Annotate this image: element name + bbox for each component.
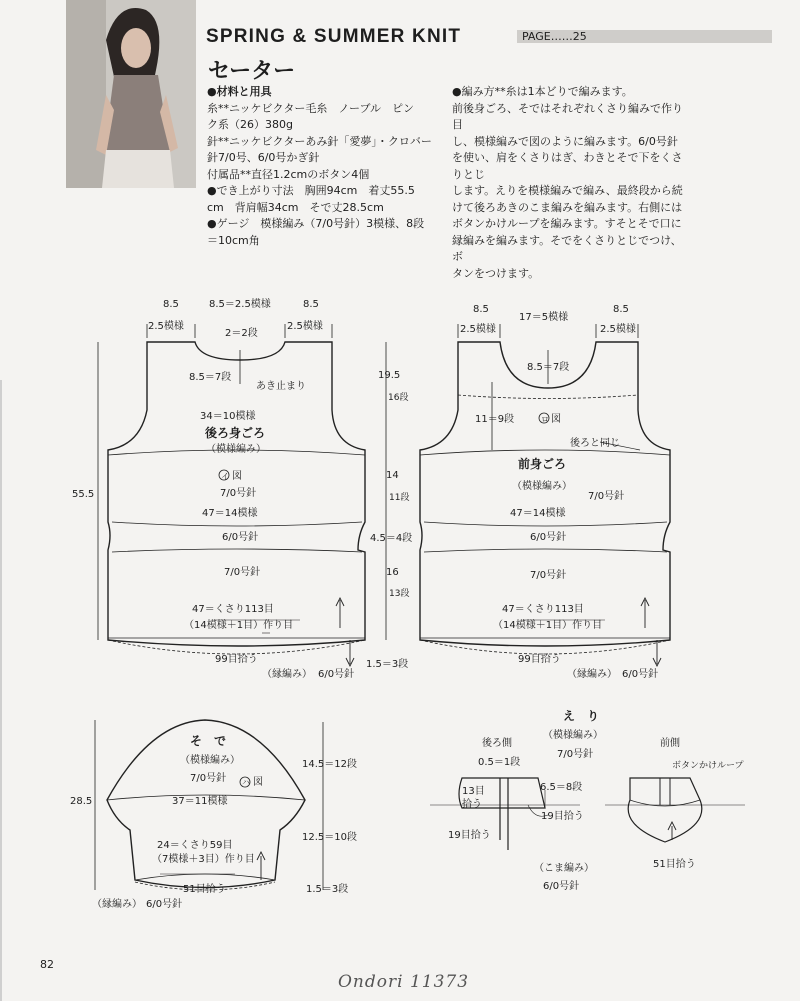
front-body-labels: [460, 304, 658, 680]
front-start2: （14模様＋1目）作り目: [493, 620, 603, 631]
method-line: タンをつけます。: [452, 266, 540, 280]
method-line: を使い、肩をくさりはぎ、わきとそで下をくさりとじ: [452, 151, 683, 181]
materials-line: 糸**ニッケビクター毛糸 ノーブル ピン: [207, 101, 415, 115]
sleeve-edge-needle: 6/0号針: [146, 899, 183, 910]
side-mid: 14: [386, 470, 399, 481]
sleeve-hem: 1.5＝3段: [306, 884, 349, 895]
front-chest: 47＝14模様: [510, 508, 566, 519]
side-measures: [366, 342, 412, 670]
front-name: 前身ごろ: [518, 457, 567, 471]
materials-line: ＝10cm角: [207, 233, 260, 247]
sleeve-start2: （7模様＋3目）作り目: [152, 854, 255, 865]
sleeve-needle7: 7/0号針: [190, 773, 227, 784]
materials-line: ●材料と用具: [207, 85, 272, 98]
title-english: SPRING & SUMMER KNIT: [206, 26, 462, 47]
back-needle6: 6/0号針: [222, 532, 259, 543]
back-opening-note: あき止まり: [256, 381, 306, 392]
materials-line: ●ゲージ 模様編み（7/0号針）3模様、8段: [207, 217, 425, 230]
back-edge-needle: 6/0号針: [318, 669, 355, 680]
sleeve-width: 37＝11模様: [172, 796, 228, 807]
sleeve-pattern: （模様編み）: [180, 755, 240, 766]
front-needle7-lower: 7/0号針: [530, 570, 567, 581]
sleeve-pickup: 51目拾う: [183, 884, 226, 895]
front-top-side-left-sub: 2.5模様: [460, 324, 496, 335]
sleeve-height: 28.5: [70, 796, 93, 807]
sleeve-cap: 14.5＝12段: [302, 759, 357, 770]
collar-pattern: （模様編み）: [543, 730, 603, 741]
sleeve-start: 24＝くさり59目: [157, 840, 233, 851]
back-top-side-left: 8.5: [163, 299, 179, 310]
front-fig-suffix: 図: [551, 414, 561, 425]
back-fig-suffix: 図: [232, 471, 242, 482]
back-opening: 8.5＝7段: [189, 372, 232, 383]
materials-line: cm 背肩幅34cm そで丈28.5cm: [207, 200, 384, 214]
collar-front-pickup: 51目拾う: [653, 859, 696, 870]
sleeve-name: そ で: [190, 734, 227, 748]
publisher-stamp: Ondori 11373: [338, 972, 470, 992]
back-chest: 47＝14模様: [202, 508, 258, 519]
back-pickup: 99目拾う: [215, 654, 258, 665]
front-start: 47＝くさり113目: [502, 604, 584, 615]
page-number: 82: [40, 958, 54, 971]
method-line: し、模様編みで図のように編みます。6/0号針: [452, 134, 678, 148]
collar-back-side: 後ろ側: [482, 738, 512, 749]
front-neck-side: 11＝9段: [475, 414, 515, 425]
front-fig: ロ: [541, 415, 549, 424]
collar-back-depth: 6.5＝8段: [540, 782, 583, 793]
back-shoulder: 34＝10模様: [200, 411, 256, 422]
collar-title: え り: [563, 709, 600, 723]
collar-back-top: 0.5＝1段: [478, 757, 521, 768]
front-top-side-left: 8.5: [473, 304, 489, 315]
side-mid2: 11段: [389, 493, 410, 503]
sleeve-fig-suffix: 図: [253, 777, 263, 788]
title-japanese: セーター: [208, 59, 296, 84]
side-top2: 16段: [388, 393, 409, 403]
sleeve-fig: ハ: [242, 778, 250, 787]
page-label: PAGE……25: [522, 30, 587, 43]
collar-back-left: 13目: [462, 786, 485, 797]
front-pickup: 99目拾う: [518, 654, 561, 665]
side-low2: 13段: [389, 589, 410, 599]
back-needle7-lower: 7/0号針: [224, 567, 261, 578]
collar-back-bottom: 19目拾う: [448, 830, 491, 841]
method-line: 前後身ごろ、そではそれぞれくさり編みで作り目: [452, 101, 683, 131]
front-same-note: 後ろと同じ: [570, 438, 620, 449]
side-waist: 4.5＝4段: [370, 533, 413, 544]
side-top: 19.5: [378, 370, 401, 381]
back-neck: 2＝2段: [225, 328, 258, 339]
back-fig: イ: [221, 472, 229, 481]
back-top-mid: 8.5＝2.5模様: [209, 299, 271, 310]
back-top-side-right-sub: 2.5模様: [287, 321, 323, 332]
front-edge-needle: 6/0号針: [622, 669, 659, 680]
back-needle7: 7/0号針: [220, 488, 257, 499]
collar-sc: （こま編み）: [534, 863, 594, 874]
front-edge: （縁編み）: [567, 669, 617, 680]
back-edge: （縁編み）: [262, 669, 312, 680]
method-line: します。えりを模様編みで編み、最終段から続: [452, 184, 683, 197]
back-top-side-left-sub: 2.5模様: [148, 321, 184, 332]
collar-front-side: 前側: [660, 738, 680, 749]
collar-back-right: 19目拾う: [541, 811, 584, 822]
collar-loop: ボタンかけループ: [672, 761, 744, 771]
collar-sc-needle: 6/0号針: [543, 881, 580, 892]
back-name: 後ろ身ごろ: [205, 426, 266, 440]
materials-line: ク系（26）380g: [207, 118, 293, 131]
front-top-side-right: 8.5: [613, 304, 629, 315]
method-line: けて後ろあきのこま編みを編みます。右側には: [452, 200, 683, 214]
method-line: 縁編みを編みます。そでをくさりとじでつけ、ボ: [452, 233, 682, 263]
sleeve-body: 12.5＝10段: [302, 832, 357, 843]
back-height: 55.5: [72, 489, 95, 500]
side-hem: 1.5＝3段: [366, 659, 409, 670]
front-top-side-right-sub: 2.5模様: [600, 324, 636, 335]
back-start: 47＝くさり113目: [192, 604, 274, 615]
back-pattern: （模様編み）: [206, 444, 266, 455]
front-top-mid: 17＝5模様: [519, 312, 569, 323]
sleeve-edge: （縁編み）: [92, 899, 142, 910]
back-body-labels: [72, 297, 354, 680]
back-top-side-right: 8.5: [303, 299, 319, 310]
front-pattern: （模様編み）: [512, 481, 572, 492]
materials-line: 針7/0号、6/0号かぎ針: [207, 151, 320, 164]
front-needle7: 7/0号針: [588, 491, 625, 502]
collar-back-left2: 拾う: [462, 799, 482, 810]
sleeve-labels: [70, 734, 357, 910]
side-low: 16: [386, 567, 399, 578]
materials-line: 針**ニッケビクターあみ針「愛夢」・クロバー: [207, 134, 432, 148]
collar-needle7: 7/0号針: [557, 749, 594, 760]
method-line: ボタンかけループを編みます。すそとそで口に: [452, 217, 682, 230]
materials-line: 付属品**直径1.2cmのボタン4個: [207, 167, 370, 181]
materials-line: ●でき上がり寸法 胸囲94cm 着丈55.5: [207, 184, 415, 197]
method-line: ●編み方**糸は1本どりで編みます。: [452, 85, 633, 98]
back-start2: （14模様＋1目）作り目: [184, 620, 294, 631]
front-needle6: 6/0号針: [530, 532, 567, 543]
front-neck: 8.5＝7段: [527, 362, 570, 373]
